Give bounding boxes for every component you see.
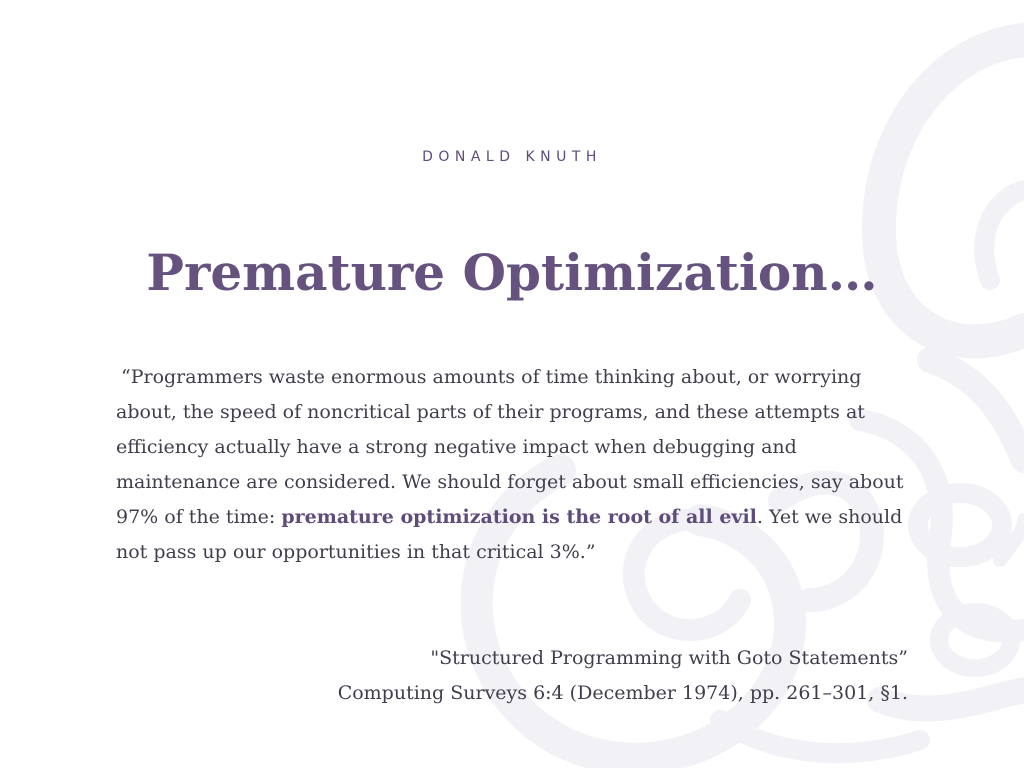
quote-text-before: “Programmers waste enormous amounts of time thinking about, or worrying about, the speed of noncritical parts of their programs, and these attempts at efficiency actually have a strong negative impact when debugging and maintenance are considered. We should forget about small efficiencies, say about 97% of the time: bbox=[116, 366, 904, 528]
quote-emphasis: premature optimization is the root of all evil bbox=[281, 506, 757, 528]
quote-text bbox=[116, 360, 916, 570]
quote-text-after: . Yet we should not pass up our opportunities in that critical 3%.” bbox=[116, 506, 903, 563]
citation-work: "Structured Programming with Goto Statements” bbox=[430, 647, 908, 669]
citation bbox=[116, 641, 908, 711]
citation-source: Computing Surveys 6:4 (December 1974), pp. 261–301, §1. bbox=[337, 682, 908, 704]
author-label: DONALD KNUTH bbox=[422, 149, 602, 165]
slide-title: Premature Optimization… bbox=[146, 243, 878, 302]
